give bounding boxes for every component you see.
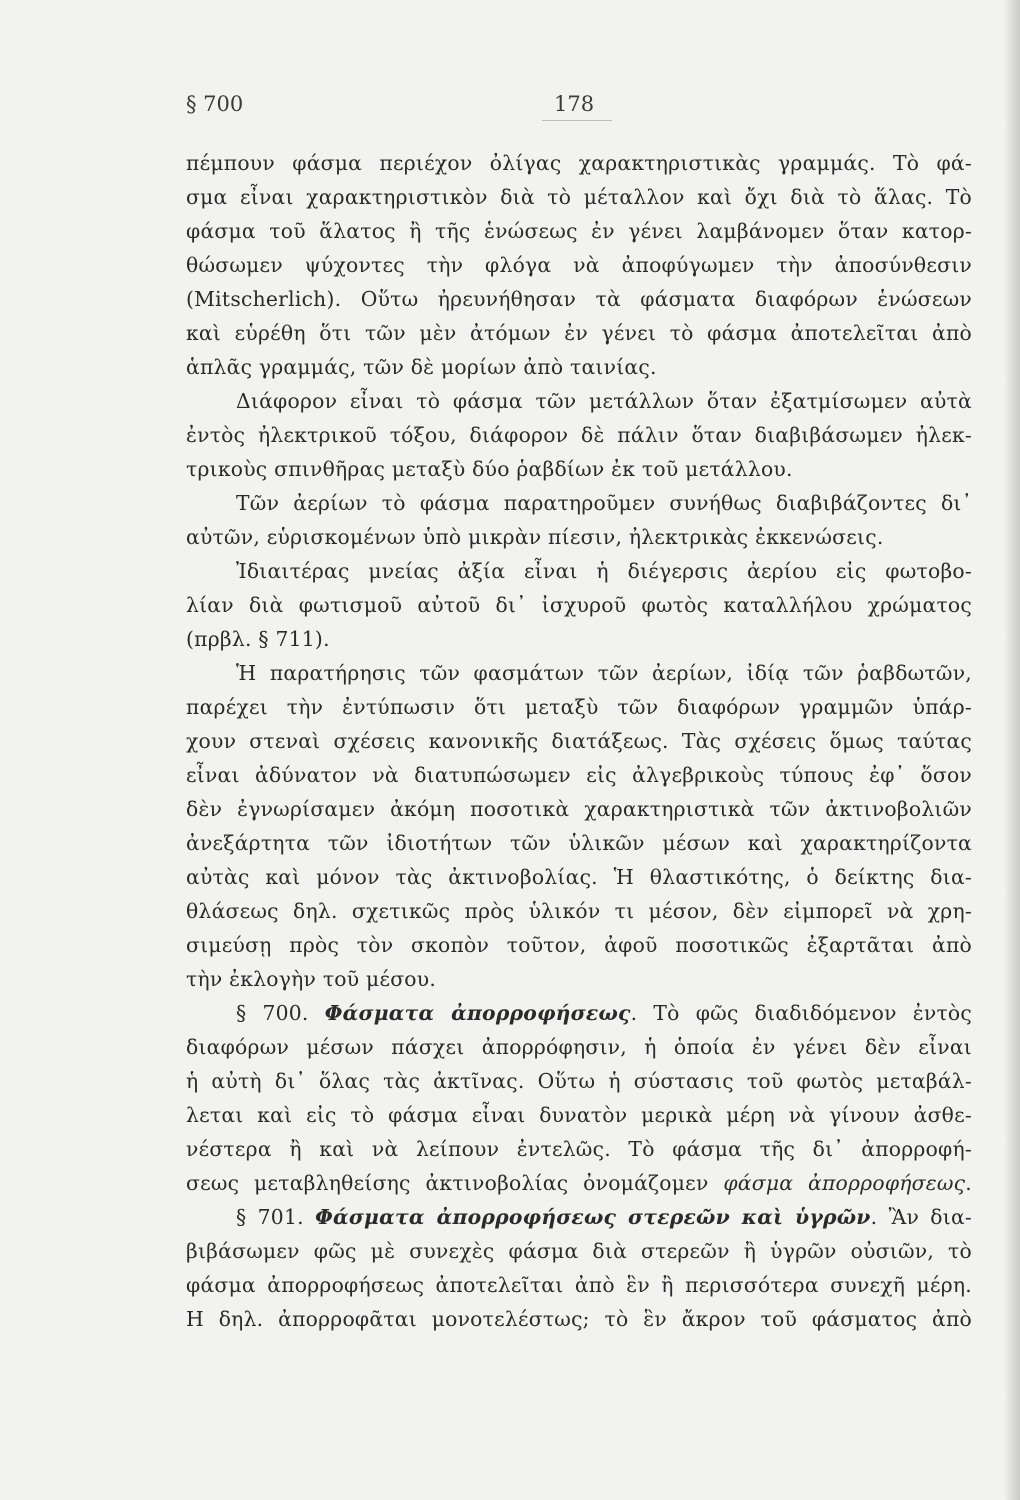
section-701-heading: Φάσματα ἀπορροφήσεως στερεῶν καὶ ὑγρῶν: [315, 1205, 871, 1229]
text-line-with-term: [186, 1166, 972, 1200]
body-text: [186, 146, 972, 1336]
text-line: σμα εἶναι χαρακτηριστικὸν διὰ τὸ μέταλλον καὶ ὄχι διὰ τὸ ἅλας. Τὸ: [186, 185, 972, 209]
text-line: αὐτῶν, εὑρισκομένων ὑπὸ μικρὰν πίεσιν, ἠλεκτρικὰς ἐκκενώσεις.: [186, 525, 884, 549]
text-line: ἡ αὐτὴ δι᾽ ὅλας τὰς ἀκτῖνας. Οὕτω ἡ σύστασις τοῦ φωτὸς μεταβάλ-: [186, 1069, 972, 1093]
running-section-ref: § 700: [186, 92, 244, 116]
text-line: παρέχει τὴν ἐντύπωσιν ὅτι μεταξὺ τῶν διαφόρων γραμμῶν ὑπάρ-: [186, 695, 972, 719]
text-line: (πρβλ. § 711).: [186, 627, 330, 651]
section-700-heading: Φάσματα ἀπορροφήσεως: [324, 1001, 631, 1025]
text-line: καὶ εὑρέθη ὅτι τῶν μὲν ἀτόμων ἐν γένει τὸ φάσμα ἀποτελεῖται ἀπὸ: [186, 321, 972, 345]
text-line: ἁπλᾶς γραμμάς, τῶν δὲ μορίων ἀπὸ ταινίας.: [186, 355, 657, 379]
text-line: ἀνεξάρτητα τῶν ἰδιοτήτων τῶν ὑλικῶν μέσων καὶ χαρακτηρίζοντα: [186, 831, 972, 855]
page-header: [186, 92, 972, 122]
text-line: αὐτὰς καὶ μόνον τὰς ἀκτινοβολίας. Ἡ θλαστικότης, ὁ δείκτης δια-: [186, 865, 972, 889]
paragraph-start: Τῶν ἀερίων τὸ φάσμα παρατηροῦμεν συνήθως διαβιβάζοντες δι᾽: [236, 491, 972, 515]
text-line: εἶναι ἀδύνατον νὰ διατυπώσωμεν εἰς ἀλγεβρικοὺς τύπους ἐφ᾽ ὅσον: [186, 763, 972, 787]
text-line: φάσμα ἀπορροφήσεως ἀποτελεῖται ἀπὸ ἓν ἢ περισσότερα συνεχῆ μέρη.: [186, 1273, 972, 1297]
text-line: τρικοὺς σπινθῆρας μεταξὺ δύο ῥαβδίων ἐκ τοῦ μετάλλου.: [186, 457, 793, 481]
section-700-number: § 700.: [236, 1001, 325, 1025]
paragraph-start: Διάφορον εἶναι τὸ φάσμα τῶν μετάλλων ὅταν ἐξατμίσωμεν αὐτὰ: [236, 389, 972, 413]
text-segment: σεως μεταβληθείσης ἀκτινοβολίας ὀνομάζομεν: [186, 1171, 724, 1195]
paragraph-start: Ἡ παρατήρησις τῶν φασμάτων τῶν ἀερίων, ἰδίᾳ τῶν ῥαβδωτῶν,: [236, 661, 972, 685]
section-700-start: [186, 996, 972, 1030]
text-line: θώσωμεν ψύχοντες τὴν φλόγα νὰ ἀποφύγωμεν τὴν ἀποσύνθεσιν: [186, 253, 972, 277]
text-line: νέστερα ἢ καὶ νὰ λείπουν ἐντελῶς. Τὸ φάσμα τῆς δι᾽ ἀπορροφή-: [186, 1137, 972, 1161]
text-line: Η δηλ. ἀπορροφᾶται μονοτελέστως; τὸ ἓν ἄκρον τοῦ φάσματος ἀπὸ: [186, 1307, 972, 1331]
text-line: τὴν ἐκλογὴν τοῦ μέσου.: [186, 967, 437, 991]
text-line: φάσμα τοῦ ἅλατος ἢ τῆς ἑνώσεως ἐν γένει λαμβάνομεν ὅταν κατορ-: [186, 219, 972, 243]
page-number: 178: [554, 92, 595, 116]
text-line: θλάσεως δηλ. σχετικῶς πρὸς ὑλικόν τι μέσον, δὲν εἰμπορεῖ νὰ χρη-: [186, 899, 972, 923]
section-701-start: [186, 1200, 972, 1234]
text-segment: .: [965, 1171, 972, 1195]
text-line: ἐντὸς ἠλεκτρικοῦ τόξου, διάφορον δὲ πάλιν ὅταν διαβιβάσωμεν ἠλεκ-: [186, 423, 972, 447]
page-edge-shadow: [1004, 0, 1020, 1500]
text-line: διαφόρων μέσων πάσχει ἀπορρόφησιν, ἡ ὁποία ἐν γένει δὲν εἶναι: [186, 1035, 972, 1059]
text-line: σιμεύσῃ πρὸς τὸν σκοπὸν τοῦτον, ἀφοῦ ποσοτικῶς ἐξαρτᾶται ἀπὸ: [186, 933, 972, 957]
text-line: (Mitscherlich). Οὕτω ἠρευνήθησαν τὰ φάσματα διαφόρων ἑνώσεων: [186, 287, 972, 311]
paragraph-start: Ἰδιαιτέρας μνείας ἀξία εἶναι ἡ διέγερσις ἀερίου εἰς φωτοβο-: [236, 559, 972, 583]
italic-term: φάσμα ἀπορροφήσεως: [723, 1171, 966, 1195]
text-line: λεται καὶ εἰς τὸ φάσμα εἶναι δυνατὸν μερικὰ μέρη νὰ γίνουν ἀσθε-: [186, 1103, 972, 1127]
text-line: δὲν ἐγνωρίσαμεν ἀκόμη ποσοτικὰ χαρακτηριστικὰ τῶν ἀκτινοβολιῶν: [186, 797, 972, 821]
header-rule: [542, 120, 612, 121]
section-701-text: . Ἂν δια-: [870, 1205, 972, 1229]
text-line: βιβάσωμεν φῶς μὲ συνεχὲς φάσμα διὰ στερεῶν ἢ ὑγρῶν οὐσιῶν, τὸ: [186, 1239, 972, 1263]
section-701-number: § 701.: [236, 1205, 316, 1229]
text-line: πέμπουν φάσμα περιέχον ὀλίγας χαρακτηριστικὰς γραμμάς. Τὸ φά-: [186, 151, 972, 175]
text-line: λίαν διὰ φωτισμοῦ αὐτοῦ δι᾽ ἰσχυροῦ φωτὸς καταλλήλου χρώματος: [186, 593, 972, 617]
section-700-text: . Τὸ φῶς διαδιδόμενον ἐντὸς: [630, 1001, 972, 1025]
text-line: χουν στεναὶ σχέσεις κανονικῆς διατάξεως. Τὰς σχέσεις ὅμως ταύτας: [186, 729, 972, 753]
